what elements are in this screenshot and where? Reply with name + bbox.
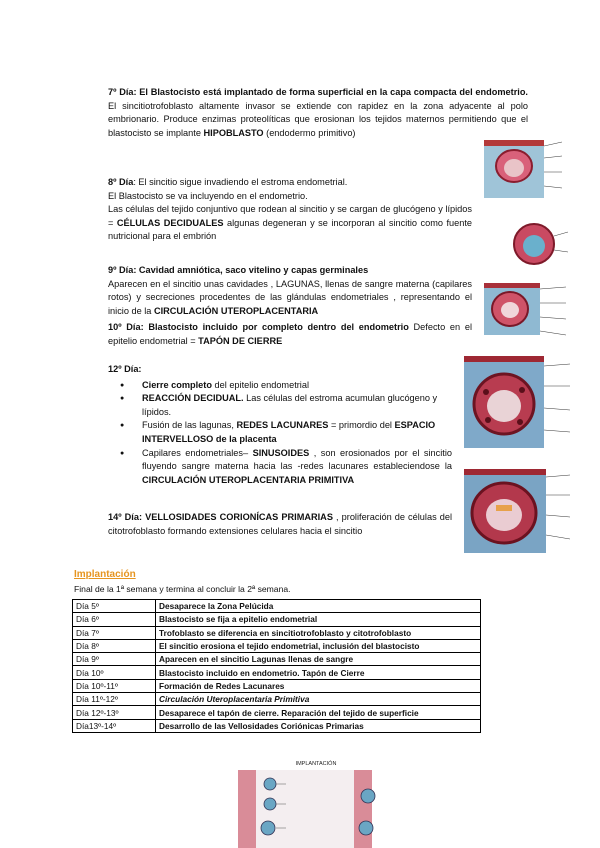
table-cell-desc: Desaparece la Zona Pelúcida (156, 600, 481, 613)
table-cell-day: Día 11º-12º (73, 693, 156, 706)
table-cell-day: Día 6º (73, 613, 156, 626)
day12-section (108, 363, 452, 487)
table-row (73, 600, 481, 613)
figure-implantation-day9 (478, 277, 570, 347)
day9-paragraph (108, 264, 472, 318)
table-cell-desc: Circulación Uteroplacentaria Primitiva (156, 693, 481, 706)
table-row (73, 653, 481, 666)
figure-implantation-day13 (460, 465, 572, 563)
table-row (73, 613, 481, 626)
list-item: ● REACCIÓN DECIDUAL. Las células del estroma acumulan glucógeno y lípidos. (108, 392, 452, 419)
implantation-diagram (226, 756, 406, 848)
day8-line3-tail: algunas degeneran y se incorporan al sincitio como fuente nutricional para el embrión (108, 217, 473, 242)
table-cell-day: Día 12º-13º (73, 706, 156, 719)
figure-implantation-day7 (478, 128, 568, 214)
table-cell-day: Día 10º (73, 666, 156, 679)
table-cell-desc: Blastocisto se fija a epitelio endometrial (156, 613, 481, 626)
table-cell-day: Día 5º (73, 600, 156, 613)
table-cell-desc: Desarrollo de las Vellosidades Coriónicas Primarias (156, 719, 481, 732)
list-item: ● Fusión de las lagunas, REDES LACUNARES = primordio del ESPACIO INTERVELLOSO de la placenta (108, 419, 452, 446)
implantacion-intro: Final de la 1ª semana y termina al concluir la 2ª semana. (74, 584, 291, 594)
day14-paragraph (108, 511, 452, 538)
day8-line2: El Blastocisto se va incluyendo en el endometrio. (108, 190, 308, 201)
table-cell-day: Día 7º (73, 626, 156, 639)
day7-lead: 7º Día (108, 87, 134, 97)
diagram-title: IMPLANTACIÓN (295, 761, 337, 767)
day10-text: Defecto en el epitelio endometrial = (108, 322, 472, 346)
day10-lead: 10º Día: Blastocisto incluido por completo dentro del endometrio (108, 322, 409, 332)
figure-implantation-day8 (508, 214, 570, 276)
day9-text: Aparecen en el sincitio unas cavidades , LAGUNAS, llenas de sangre materna (capilares rotos) y secreciones procedentes de las glándulas endometriales , representando el inicio de la (108, 278, 472, 316)
list-item: ● Cierre completo del epitelio endometrial (108, 379, 452, 393)
day14-text: , proliferación de células del citotrofoblasto formando extensiones celulares hacia el sincitio (108, 512, 452, 536)
table-cell-day: Día 8º (73, 639, 156, 652)
table-cell-desc: Aparecen en el sincitio Lagunas llenas de sangre (156, 653, 481, 666)
uterine-wall (238, 770, 256, 848)
list-item: ● Capilares endometriales– SINUSOIDES , son erosionados por el sincitio fluyendo sangre materna hacia las -redes lacunares estableciendose la CIRCULACIÓN UTEROPLACENTARIA PRIMITIVA (108, 447, 452, 488)
table-row (73, 679, 481, 692)
table-row (73, 706, 481, 719)
table-cell-day: Día 9º (73, 653, 156, 666)
day8-line3: Las células del tejido conjuntivo que rodean al sincitio y se cargan de glucógeno y lípidos = (108, 204, 472, 228)
day7-text-c: (endodermo primitivo) (263, 127, 356, 138)
day10-paragraph (108, 321, 472, 348)
table-cell-desc: Desaparece el tapón de cierre. Reparación del tejido de superficie (156, 706, 481, 719)
day8-lead: 8º Día (108, 177, 134, 187)
section-title-implantacion: Implantación (74, 569, 136, 580)
day7-text-b: El sincitiotrofoblasto altamente invasor se extiende con rapidez en la zona adyacente al polo embrionario. Produce enzimas proteolíticas que erosionan los tejidos maternos permitiendo que el blastocisto se implante (108, 100, 528, 138)
table-row (73, 693, 481, 706)
figure-implantation-day12 (460, 352, 572, 464)
table-row (73, 719, 481, 732)
table-row (73, 666, 481, 679)
implantation-table (72, 599, 481, 733)
day8-line1: : El sincitio sigue invadiendo el estroma endometrial. (133, 177, 348, 187)
day14-lead: 14º Día: VELLOSIDADES CORIONÍCAS PRIMARIAS (108, 512, 333, 522)
day7-paragraph (108, 86, 528, 140)
table-cell-day: Día 10º-11º (73, 679, 156, 692)
day7-strong: HIPOBLASTO (203, 127, 264, 138)
table-cell-desc: Trofoblasto se diferencia en sincitiotrofoblasto y citotrofoblasto (156, 626, 481, 639)
day9-lead: 9º Día: Cavidad amniótica, saco vitelino y capas germinales (108, 265, 369, 275)
table-row (73, 626, 481, 639)
day12-bullet-list (108, 379, 452, 488)
day8-paragraph (108, 176, 472, 244)
day8-strong: CÉLULAS DECIDUALES (116, 217, 224, 228)
table-cell-desc: Formación de Redes Lacunares (156, 679, 481, 692)
day7-text-a: : El Blastocisto está implantado de forma superficial en la capa compacta del endometrio. (133, 87, 528, 97)
day12-lead: 12º Día: (108, 364, 142, 374)
table-row (73, 639, 481, 652)
day9-strong: CIRCULACIÓN UTEROPLACENTARIA (153, 305, 319, 316)
day10-strong: TAPÓN DE CIERRE (198, 335, 283, 346)
table-cell-desc: Blastocisto incluido en endometrio. Tapón de Cierre (156, 666, 481, 679)
table-cell-desc: El sincitio erosiona el tejido endometrial, inclusión del blastocisto (156, 639, 481, 652)
table-cell-day: Día13º-14º (73, 719, 156, 732)
